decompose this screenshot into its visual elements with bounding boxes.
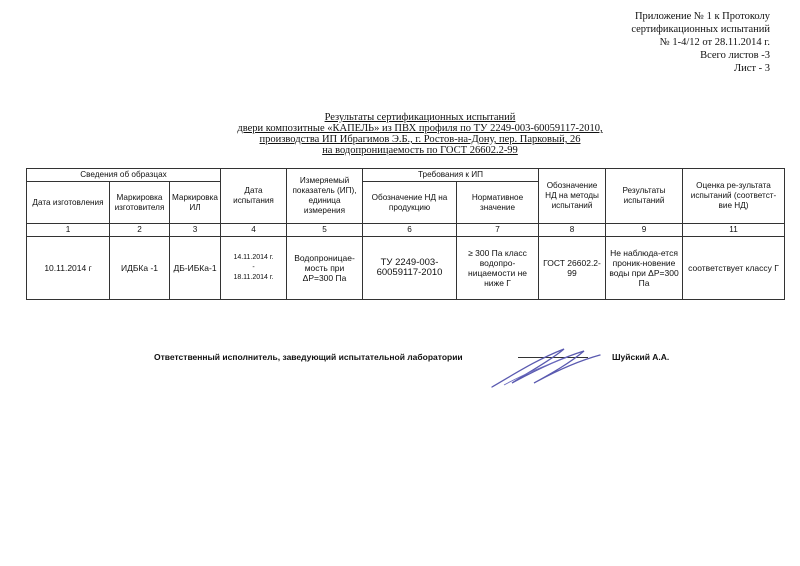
table-row xyxy=(27,237,785,300)
handwritten-signature-icon xyxy=(486,343,606,393)
title-line: двери композитные «КАПЕЛЬ» из ПВХ профиля по ТУ 2249-003-60059117-2010, xyxy=(237,123,603,134)
cell-indicator: Водопроницае-мость при ΔP=300 Па xyxy=(287,237,363,300)
column-number: 4 xyxy=(221,224,287,237)
header-normative: Нормативное значение xyxy=(457,182,539,224)
header-lab-marking: Маркировка ИЛ xyxy=(170,182,221,224)
header-group-requirements: Требования к ИП xyxy=(363,169,539,182)
header-method-nd: Обозначение НД на методы испытаний xyxy=(539,169,606,224)
column-number: 2 xyxy=(110,224,170,237)
header-manufacture-date: Дата изготовления xyxy=(27,182,110,224)
appendix-header xyxy=(631,10,770,75)
cell-normative: ≥ 300 Па класс водопро-ницаемости не ниже Г xyxy=(457,237,539,300)
appendix-line: Лист - 3 xyxy=(734,63,770,74)
document-title xyxy=(140,112,700,156)
cell-result: Не наблюда-ется проник-новение воды при ΔP=300 Па xyxy=(606,237,683,300)
cell-maker-marking: ИДБКа -1 xyxy=(110,237,170,300)
title-line: Результаты сертификационных испытаний xyxy=(324,112,516,123)
appendix-line: Приложение № 1 к Протоколу xyxy=(634,11,770,22)
cell-method-nd: ГОСТ 26602.2-99 xyxy=(539,237,606,300)
test-date-end: 18.11.2014 г. xyxy=(233,274,274,281)
column-number: 7 xyxy=(457,224,539,237)
header-results: Результаты испытаний xyxy=(606,169,683,224)
header-product-nd: Обозначение НД на продукцию xyxy=(363,182,457,224)
header-assessment: Оценка ре-зультата испытаний (соответст-вие НД) xyxy=(683,169,785,224)
column-number: 8 xyxy=(539,224,606,237)
cell-assessment: соответствует классу Г xyxy=(683,237,785,300)
column-number: 6 xyxy=(363,224,457,237)
appendix-line: Всего листов -3 xyxy=(700,50,770,61)
column-number: 1 xyxy=(27,224,110,237)
signatory-name: Шуйский А.А. xyxy=(612,352,670,362)
header-test-date: Дата испытания xyxy=(221,169,287,224)
column-number: 11 xyxy=(683,224,785,237)
cell-manufacture-date: 10.11.2014 г xyxy=(27,237,110,300)
test-date-start: 14.11.2014 г. xyxy=(233,254,274,261)
title-line: на водопроницаемость по ГОСТ 26602.2-99 xyxy=(322,145,518,156)
column-number-row xyxy=(27,224,785,237)
header-maker-marking: Маркировка изготовителя xyxy=(110,182,170,224)
column-number: 5 xyxy=(287,224,363,237)
appendix-line: сертификационных испытаний xyxy=(631,24,770,35)
column-number: 9 xyxy=(606,224,683,237)
header-group-samples: Сведения об образцах xyxy=(27,169,221,182)
header-indicator: Измеряемый показатель (ИП), единица измерения xyxy=(287,169,363,224)
column-number: 3 xyxy=(170,224,221,237)
signatory-position: Ответственный исполнитель, заведующий испытательной лаборатории xyxy=(154,352,463,362)
title-line: производства ИП Ибрагимов Э.Б., г. Ростов-на-Дону, пер. Парковый, 26 xyxy=(259,134,581,145)
test-date-dash: - xyxy=(252,264,255,271)
cell-lab-marking: ДБ-ИБКа-1 xyxy=(170,237,221,300)
cell-test-date xyxy=(221,237,287,300)
cell-product-nd: ТУ 2249-003-60059117-2010 xyxy=(363,237,457,300)
appendix-line: № 1-4/12 от 28.11.2014 г. xyxy=(659,37,770,48)
results-table xyxy=(26,168,785,300)
